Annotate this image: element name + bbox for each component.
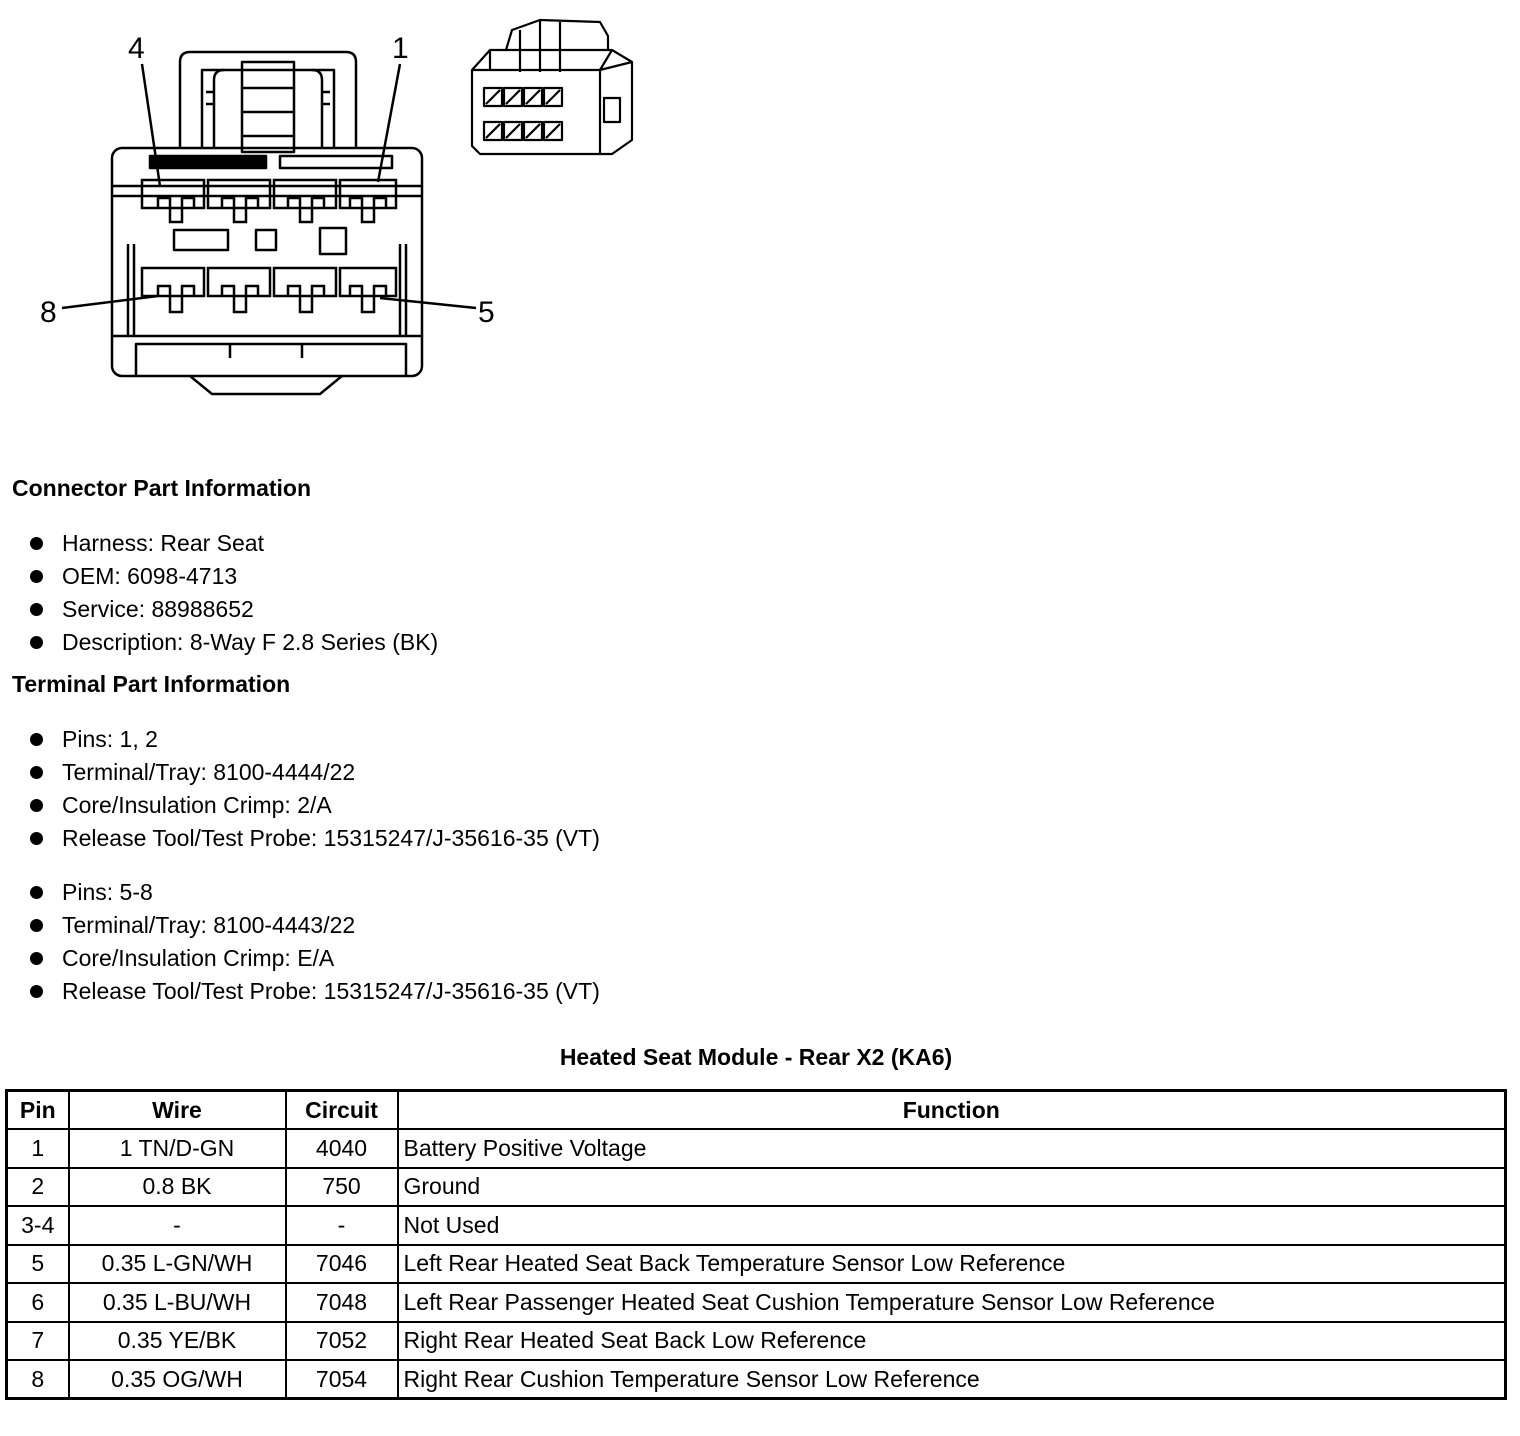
- cell-wire: 1 TN/D-GN: [69, 1129, 286, 1168]
- cell-function: Left Rear Passenger Heated Seat Cushion Temperature Sensor Low Reference: [398, 1283, 1506, 1322]
- list-item-text: Harness: Rear Seat: [62, 530, 264, 556]
- connector-info-list: [30, 527, 438, 659]
- cell-wire: 0.35 YE/BK: [69, 1322, 286, 1361]
- pin-label-8: 8: [40, 296, 57, 329]
- list-item: [30, 626, 438, 659]
- cell-function: Left Rear Heated Seat Back Temperature Sensor Low Reference: [398, 1245, 1506, 1284]
- cell-pin: 2: [7, 1168, 69, 1207]
- bullet-icon: [30, 799, 43, 812]
- list-item-text: Pins: 1, 2: [62, 726, 158, 752]
- table-header-row: [7, 1091, 1506, 1130]
- header-pin: Pin: [7, 1091, 69, 1130]
- cell-pin: 3-4: [7, 1206, 69, 1245]
- list-item-text: Service: 88988652: [62, 596, 254, 622]
- cell-function: Ground: [398, 1168, 1506, 1207]
- header-function: Function: [398, 1091, 1506, 1130]
- table-row: [7, 1360, 1506, 1399]
- list-item-text: OEM: 6098-4713: [62, 563, 238, 589]
- connector-info-heading: Connector Part Information: [12, 475, 312, 501]
- cell-function: Right Rear Cushion Temperature Sensor Low Reference: [398, 1360, 1506, 1399]
- list-item: [30, 560, 438, 593]
- list-item: [30, 909, 600, 942]
- list-item-text: Pins: 5-8: [62, 879, 153, 905]
- table-row: [7, 1168, 1506, 1207]
- cell-circuit: 7046: [286, 1245, 398, 1284]
- connector-iso-view: [472, 20, 632, 154]
- bullet-icon: [30, 733, 43, 746]
- pin-table: [5, 1089, 1507, 1400]
- bullet-icon: [30, 952, 43, 965]
- list-item: [30, 756, 600, 789]
- cell-wire: 0.35 L-GN/WH: [69, 1245, 286, 1284]
- list-item: [30, 822, 600, 855]
- table-row: [7, 1283, 1506, 1322]
- cell-circuit: 750: [286, 1168, 398, 1207]
- cell-circuit: 7048: [286, 1283, 398, 1322]
- cell-pin: 8: [7, 1360, 69, 1399]
- list-item-text: Terminal/Tray: 8100-4443/22: [62, 912, 356, 938]
- bullet-icon: [30, 636, 43, 649]
- table-title: Heated Seat Module - Rear X2 (KA6): [559, 1044, 953, 1070]
- bullet-icon: [30, 919, 43, 932]
- list-item-text: Core/Insulation Crimp: 2/A: [62, 792, 332, 818]
- cell-wire: 0.35 OG/WH: [69, 1360, 286, 1399]
- cell-wire: 0.8 BK: [69, 1168, 286, 1207]
- list-item: [30, 876, 600, 909]
- pin-label-5: 5: [478, 296, 495, 329]
- table-row: [7, 1129, 1506, 1168]
- list-item: [30, 723, 600, 756]
- bullet-icon: [30, 570, 43, 583]
- list-item-text: Release Tool/Test Probe: 15315247/J-35616-35 (VT): [62, 978, 600, 1004]
- list-item-text: Core/Insulation Crimp: E/A: [62, 945, 335, 971]
- list-item-text: Terminal/Tray: 8100-4444/22: [62, 759, 356, 785]
- terminal-info-list-pins-5-8: [30, 876, 600, 1008]
- cell-function: Right Rear Heated Seat Back Low Reference: [398, 1322, 1506, 1361]
- bullet-icon: [30, 832, 43, 845]
- cell-circuit: 4040: [286, 1129, 398, 1168]
- pin-label-4: 4: [128, 32, 145, 65]
- terminal-info-heading: Terminal Part Information: [12, 671, 291, 697]
- table-row: [7, 1206, 1506, 1245]
- cell-function: Not Used: [398, 1206, 1506, 1245]
- table-row: [7, 1245, 1506, 1284]
- cell-circuit: -: [286, 1206, 398, 1245]
- bullet-icon: [30, 766, 43, 779]
- list-item-text: Description: 8-Way F 2.8 Series (BK): [62, 629, 439, 655]
- pin-label-1: 1: [392, 32, 409, 65]
- cell-wire: 0.35 L-BU/WH: [69, 1283, 286, 1322]
- list-item: [30, 789, 600, 822]
- cell-circuit: 7054: [286, 1360, 398, 1399]
- connector-diagram: [0, 0, 680, 410]
- header-circuit: Circuit: [286, 1091, 398, 1130]
- cell-pin: 1: [7, 1129, 69, 1168]
- cell-pin: 5: [7, 1245, 69, 1284]
- header-wire: Wire: [69, 1091, 286, 1130]
- bullet-icon: [30, 603, 43, 616]
- list-item-text: Release Tool/Test Probe: 15315247/J-35616-35 (VT): [62, 825, 600, 851]
- cell-pin: 7: [7, 1322, 69, 1361]
- cell-circuit: 7052: [286, 1322, 398, 1361]
- bullet-icon: [30, 537, 43, 550]
- bullet-icon: [30, 985, 43, 998]
- list-item: [30, 942, 600, 975]
- cell-wire: -: [69, 1206, 286, 1245]
- terminal-info-list-pins-1-2: [30, 723, 600, 855]
- table-row: [7, 1322, 1506, 1361]
- list-item: [30, 527, 438, 560]
- list-item: [30, 975, 600, 1008]
- list-item: [30, 593, 438, 626]
- cell-function: Battery Positive Voltage: [398, 1129, 1506, 1168]
- bullet-icon: [30, 886, 43, 899]
- cell-pin: 6: [7, 1283, 69, 1322]
